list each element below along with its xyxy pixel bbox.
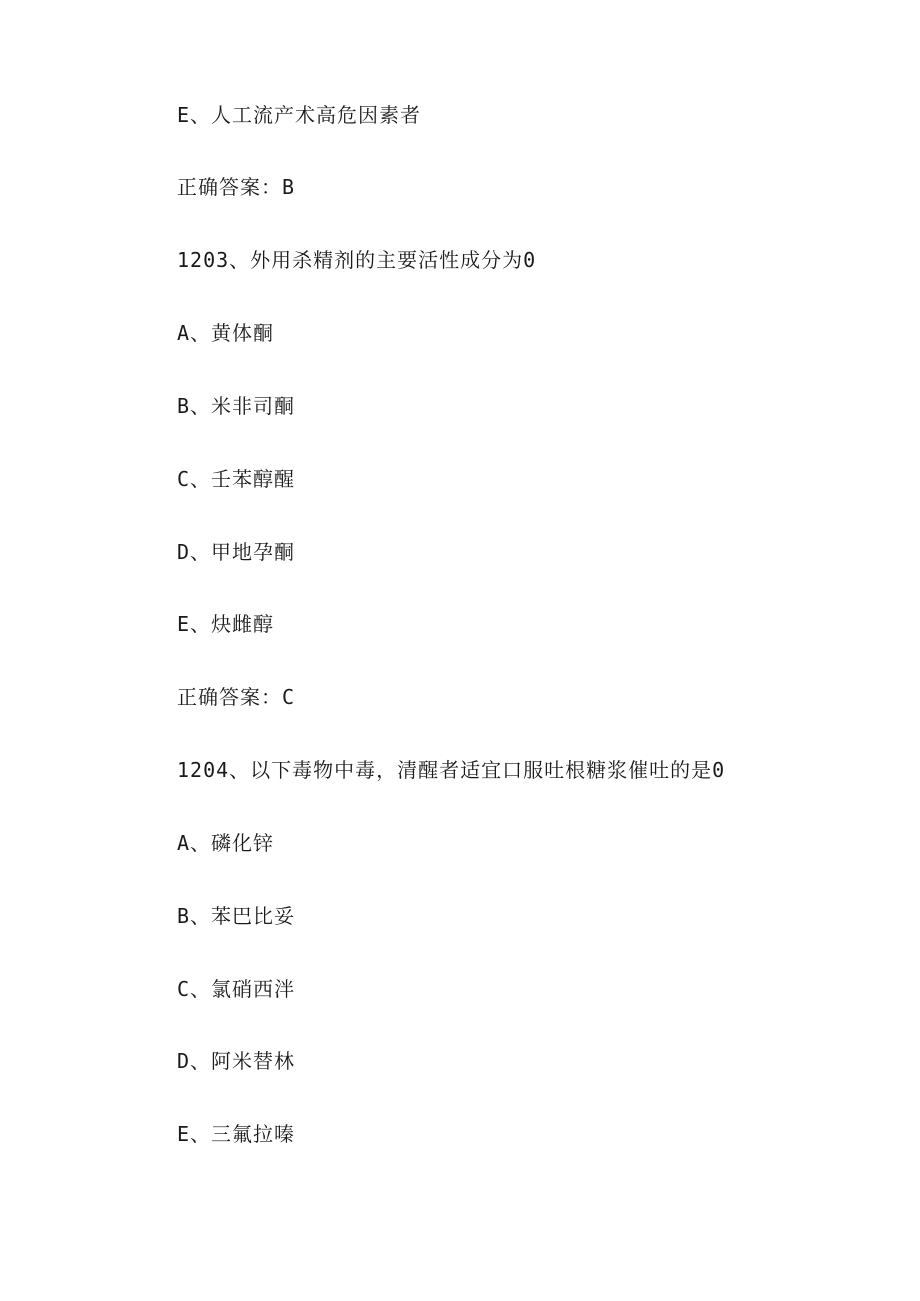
option-c-q1203: C、壬苯醇醒 — [177, 467, 296, 491]
answer-q1202: 正确答案：B — [177, 175, 296, 199]
option-e-q1204: E、三氟拉嗪 — [177, 1122, 296, 1146]
option-a-q1203: A、黄体酮 — [177, 321, 275, 345]
option-d-q1203: D、甲地孕酮 — [177, 540, 296, 564]
answer-q1203: 正确答案：C — [177, 685, 296, 709]
option-a-q1204: A、磷化锌 — [177, 831, 275, 855]
option-b-q1204: B、苯巴比妥 — [177, 904, 296, 928]
option-b-q1203: B、米非司酮 — [177, 394, 296, 418]
option-e-q1203: E、炔雌醇 — [177, 612, 275, 636]
question-1203: 1203、外用杀精剂的主要活性成分为0 — [177, 248, 537, 272]
option-e-q1202: E、人工流产术高危因素者 — [177, 103, 422, 127]
question-1204: 1204、以下毒物中毒，清醒者适宜口服吐根糖浆催吐的是0 — [177, 758, 726, 782]
option-d-q1204: D、阿米替林 — [177, 1049, 296, 1073]
option-c-q1204: C、氯硝西泮 — [177, 977, 296, 1001]
